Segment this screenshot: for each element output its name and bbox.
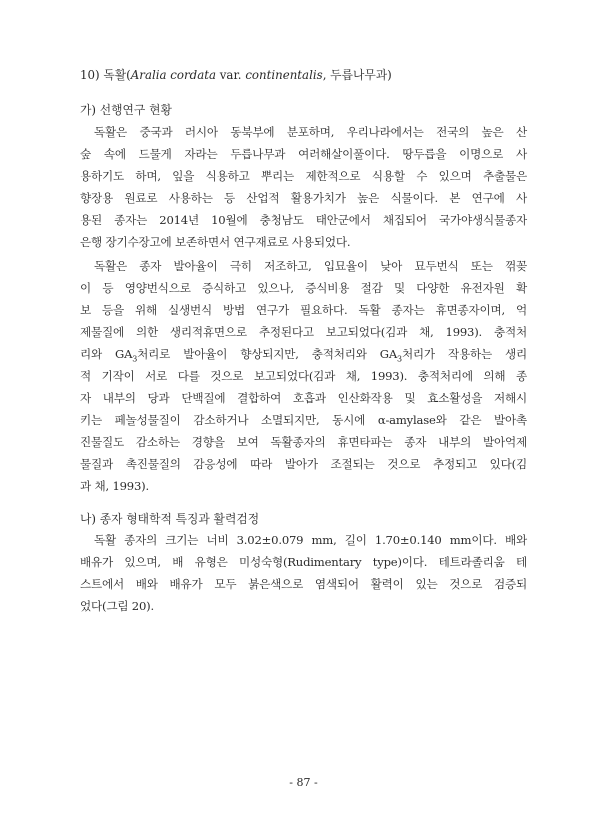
paragraph-line [80, 346, 527, 363]
paragraph-line: 독활 종자의 크기는 너비 3.02±0.079 mm, 길이 1.70±0.140 mm이다. 배와 [94, 533, 527, 547]
paragraph-line: 스트에서 배와 배유가 모두 붉은색으로 염색되어 활력이 있는 것으로 검증되 [80, 577, 527, 591]
paragraph-line: 키는 페놀성물질이 감소하거나 소멸되지만, 동시에 α-amylase와 같은 발아촉 [80, 413, 527, 427]
section-number: 10) [80, 68, 100, 82]
var-label: var. [216, 68, 246, 82]
subscript: 3 [132, 354, 138, 364]
text-span: 처리로 발아율이 향상되지만, 충적처리와 GA [137, 347, 398, 361]
paragraph-line: 숲 속에 드물게 자라는 두릅나무과 여러해살이풀이다. 땅두릅을 이명으로 사 [80, 147, 527, 161]
paragraph-line: 자 내부의 당과 단백질에 결합하여 호흡과 인산화작용 및 효소활성을 저해시 [80, 391, 527, 405]
paragraph-line: 물질과 촉진물질의 감응성에 따라 발아가 조절되는 것으로 추정되고 있다(김 [80, 457, 527, 471]
subscript: 3 [397, 354, 402, 364]
text-span: 처리가 작용하는 생리 [401, 347, 528, 361]
paragraph-line: 이 등 영양번식으로 증식하고 있으나, 증식비용 절감 및 다양한 유전자원 확 [80, 281, 527, 295]
paragraph-line: 제물질에 의한 생리적휴면으로 추정된다고 보고되었다(김과 채, 1993). 충적처 [80, 325, 527, 339]
paragraph-line: 과 채, 1993). [80, 479, 149, 493]
family-name: , 두릅나무과) [322, 68, 392, 82]
subsection-b-title: 나) 종자 형태학적 특징과 활력검정 [80, 512, 260, 526]
paragraph-line: 었다(그림 20). [80, 599, 154, 613]
paragraph-line: 적 기작이 서로 다를 것으로 보고되었다(김과 채, 1993). 충적처리에 의해 종 [80, 369, 527, 383]
paragraph-line: 용하기도 하며, 잎을 식용하고 뿌리는 제한적으로 식용할 수 있으며 추출물은 [80, 169, 527, 183]
subsection-a-title: 가) 선행연구 현황 [80, 103, 172, 117]
paragraph-line: 향장용 원료로 사용하는 등 산업적 활용가치가 높은 식물이다. 본 연구에 사 [80, 191, 527, 205]
paragraph-line: 진물질도 감소하는 경향을 보여 독활종자의 휴면타파는 종자 내부의 발아억제 [80, 435, 527, 449]
paragraph-line: 보 등을 위해 실생번식 방법 연구가 필요하다. 독활 종자는 휴면종자이며, 억 [80, 303, 527, 317]
paragraph-line: 용된 종자는 2014년 10월에 충청남도 태안군에서 채집되어 국가야생식물종자 [80, 213, 527, 227]
paragraph-line: 독활은 종자 발아율이 극히 저조하고, 입묘율이 낮아 묘두번식 또는 꺾꽂 [94, 259, 527, 273]
paren: ( [126, 68, 131, 82]
page-number: - 87 - [289, 776, 318, 789]
paragraph-line: 은행 장기수장고에 보존하면서 연구재료로 사용되었다. [80, 235, 351, 249]
paragraph-line: 독활은 중국과 러시아 동북부에 분포하며, 우리나라에서는 전국의 높은 산 [94, 125, 527, 139]
paragraph-line: 배유가 있으며, 배 유형은 미성숙형(Rudimentary type)이다. 테트라졸리움 테 [80, 555, 527, 569]
scientific-name: Aralia cordata [130, 68, 217, 82]
scientific-variety: continentalis [245, 68, 323, 82]
text-span: 리와 GA [80, 347, 133, 361]
section-name: 독활 [103, 68, 127, 82]
section-heading [80, 66, 392, 83]
